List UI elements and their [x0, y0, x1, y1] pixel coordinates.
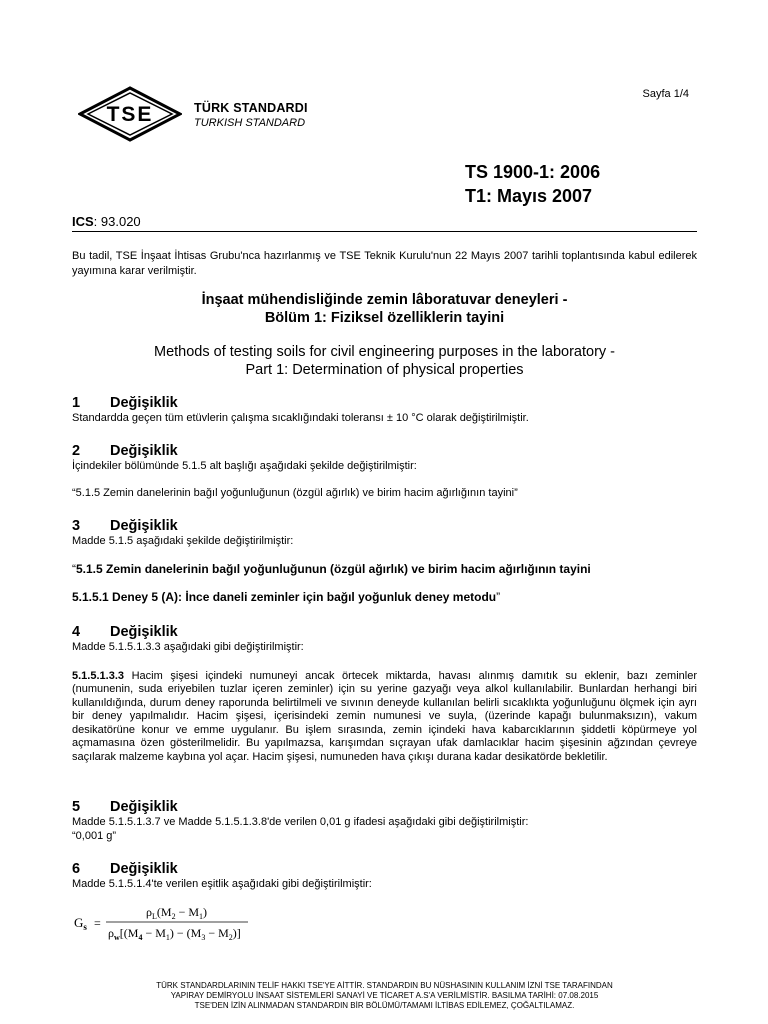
numerator-m2-sub: 2 — [171, 912, 176, 921]
section-title: Değişiklik — [110, 518, 178, 534]
formula-equals: = — [94, 916, 101, 930]
brand-name-english: TURKISH STANDARD — [194, 117, 306, 129]
section-title: Değişiklik — [110, 443, 178, 459]
svg-text:ρL(M2 − M1) — [146, 905, 207, 921]
ics-code — [72, 214, 141, 229]
ics-label: ICS — [72, 214, 94, 229]
section-quote: “0,001 g” — [72, 829, 117, 842]
section-title: Değişiklik — [110, 624, 178, 640]
quoted-heading-text: 5.1.5 Zemin danelerinin bağıl yoğunluğunun (özgül ağırlık) ve birim hacim ağırlığının tayini — [76, 561, 591, 576]
denominator-m4-sub: 4 — [138, 933, 143, 942]
title-tr-line1: İnşaat mühendisliğinde zemin lâboratuvar deneyleri - — [201, 292, 568, 308]
section-text: Madde 5.1.5.1.4'te verilen eşitlik aşağıdaki gibi değiştirilmiştir: — [72, 878, 372, 890]
standard-identifier — [465, 160, 600, 208]
denominator-m3-sub: 3 — [201, 933, 206, 942]
section-quote: “5.1.5 Zemin danelerinin bağıl yoğunluğunun (özgül ağırlık) ve birim hacim ağırlığının tayini” — [72, 486, 518, 499]
brand-name-turkish: TÜRK STANDARDI — [194, 101, 308, 115]
section-heading — [72, 394, 697, 412]
denominator-minus1: − M — [142, 926, 166, 940]
title-en-line2: Part 1: Determination of physical properties — [245, 362, 524, 378]
copyright-footer — [72, 981, 697, 1011]
close-quote: ” — [496, 589, 501, 604]
intro-paragraph: Bu tadil, TSE İnşaat İhtisas Grubu'nca hazırlanmış ve TSE Teknik Kurulu'nun 22 Mayıs 2007 tarihli toplantısında kabul edilerek yayımına karar verilmiştir. — [72, 250, 697, 277]
header-divider — [72, 231, 697, 232]
formula-lhs-sub: s — [83, 922, 87, 932]
section-heading — [72, 517, 697, 535]
section-text: İçindekiler bölümünde 5.1.5 alt başlığı aşağıdaki şekilde değiştirilmiştir: — [72, 460, 417, 472]
formula-lhs: G — [74, 915, 84, 930]
footer-line2: YAPIRAY DEMİRYOLU İNSAAT SİSTEMLERİ SANAYİ VE TİCARET A.S'A VERİLMİSTİR. BASILMA TARİHİ: 07.08.2015 — [170, 991, 599, 1000]
standard-number: TS 1900-1: 2006 — [465, 162, 601, 182]
amendment-section-4 — [72, 623, 697, 764]
open-quote: “ — [72, 561, 76, 576]
section-heading — [72, 623, 697, 641]
clause-paragraph — [72, 670, 697, 765]
numerator-m1-sub: 1 — [199, 912, 203, 921]
section-title: Değişiklik — [110, 395, 178, 411]
amendment-section-3 — [72, 517, 697, 605]
amendment-section-6 — [72, 860, 697, 892]
numerator-rho: ρ — [146, 905, 152, 919]
section-heading — [72, 860, 697, 878]
section-number: 5 — [72, 799, 81, 815]
amendment-section-2 — [72, 442, 697, 500]
tse-logo — [78, 86, 182, 142]
section-number: 4 — [72, 624, 81, 640]
section-text: Madde 5.1.5.1.3.3 aşağıdaki gibi değiştirilmiştir: — [72, 641, 304, 653]
denominator-body: [(M — [119, 926, 139, 940]
section-text: Standardda geçen tüm etüvlerin çalışma sıcaklığındaki toleransı ± 10 °C olarak değiştirilmiştir. — [72, 412, 529, 424]
numerator-minus: − M — [175, 905, 199, 919]
svg-text:ρw[(M4 − M1) − (M3 − M2)] — [108, 926, 241, 942]
section-number: 2 — [72, 443, 81, 459]
section-number: 3 — [72, 518, 81, 534]
title-en-line1: Methods of testing soils for civil engineering purposes in the laboratory - — [153, 344, 616, 360]
section-number: 6 — [72, 861, 81, 877]
denominator-m1-sub: 1 — [165, 933, 170, 942]
document-title-turkish — [72, 291, 697, 327]
section-text: Madde 5.1.5 aşağıdaki şekilde değiştirilmiştir: — [72, 535, 294, 547]
ics-value: : 93.020 — [93, 214, 141, 229]
tse-logo-text: TSE — [106, 103, 154, 126]
numerator-rho-sub: L — [152, 912, 157, 921]
section-heading — [72, 442, 697, 460]
footer-line1: TÜRK STANDARDLARININ TELİF HAKKI TSE'YE AİTTİR. STANDARDIN BU NÜSHASININ KULLANIM İZNİ TSE TARAFINDAN — [156, 981, 613, 990]
denominator-close: )] — [232, 926, 241, 940]
clause-text: Hacim şişesi içindeki numuneyi ancak örtecek miktarda, havası alınmış damıtık su eklenir, bazı zeminler (numunenin, suda eriyebilen tuzlar içeren zeminler) için su yerine gazyağı veya alkol kullanılabilir. Bunlardan herhangi biri kullanıldığında, durum deney raporunda belirtilmeli ve sıvının deneyde kullanılan belirli sıcaklıkta yoğunluğunu ölçmek için ayrı bir deney yapılmalıdır. Hacim şişesi, içerisindeki zemin numunesi ve suyla, (üzerinde kapağı bulunmaksızın), vakum desikatörüne konur ve emme uygulanır. Bu işlem sırasında, zemin içindeki hava kabarcıklarının şiddetli köpürmeye yol açmamasına özen gösterilmelidir. Bu yapılmazsa, karışımdan sıçrayan ufak damlacıklar hacim şişesinin ağzından çevreye saçılarak malzeme kaybına yol açar. Hacim şişesi, numuneden hava çıkışı durana kadar desikatörde bekletilir. — [72, 669, 697, 763]
document-title-english — [72, 343, 697, 379]
footer-line3: TSE'DEN İZİN ALINMADAN STANDARDIN BİR BÖLÜMÜ/TAMAMI İLTİBAS EDİLEMEZ, ÇOĞALTILAMAZ. — [194, 1001, 575, 1010]
denominator-mid: ) − (M — [169, 926, 202, 940]
quoted-heading-5-1-5-1 — [72, 590, 697, 605]
title-tr-line2: Bölüm 1: Fiziksel özelliklerin tayini — [264, 310, 505, 326]
section-title: Değişiklik — [110, 861, 178, 877]
section-text: Madde 5.1.5.1.3.7 ve Madde 5.1.5.1.3.8'de verilen 0,01 g ifadesi aşağıdaki gibi değiştirilmiştir: — [72, 816, 529, 828]
amendment-section-1 — [72, 394, 697, 426]
denominator-minus2: − M — [205, 926, 229, 940]
section-title: Değişiklik — [110, 799, 178, 815]
svg-text:Gs — [74, 915, 87, 932]
amendment-section-5 — [72, 798, 697, 843]
numerator-close: ) — [203, 905, 207, 919]
section-number: 1 — [72, 395, 81, 411]
quoted-heading-5-1-5 — [72, 562, 697, 577]
denominator-m2-sub: 2 — [228, 933, 233, 942]
denominator-rho-sub: w — [114, 933, 120, 942]
section-heading — [72, 798, 697, 816]
numerator-body: (M — [156, 905, 172, 919]
page-number: Sayfa 1/4 — [642, 88, 689, 100]
denominator-rho: ρ — [108, 926, 114, 940]
amendment-number: T1: Mayıs 2007 — [465, 186, 593, 206]
specific-gravity-formula — [72, 903, 272, 943]
quoted-subheading-text: 5.1.5.1 Deney 5 (A): İnce daneli zeminler için bağıl yoğunluk deney metodu — [72, 589, 497, 604]
clause-number: 5.1.5.1.3.3 — [72, 669, 124, 682]
